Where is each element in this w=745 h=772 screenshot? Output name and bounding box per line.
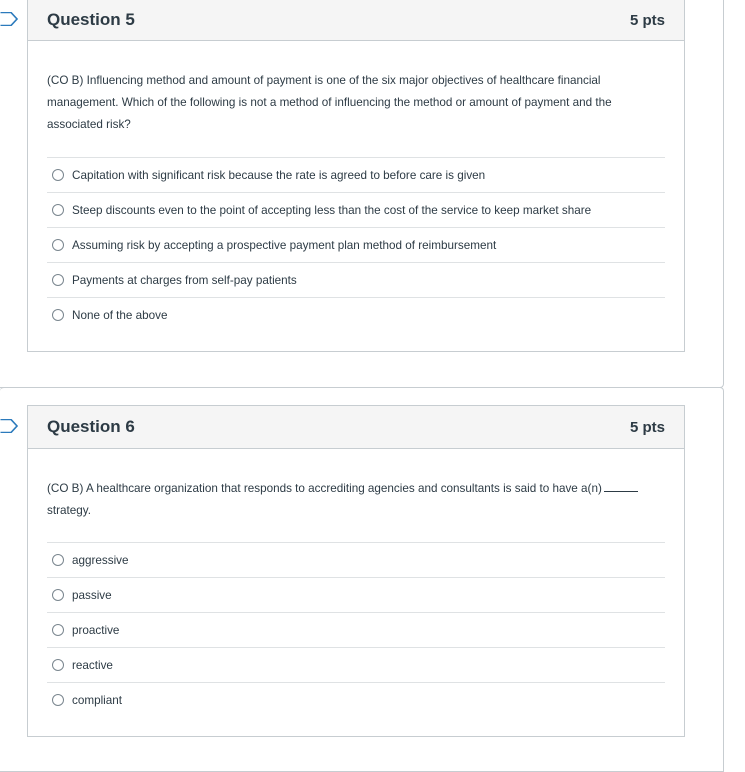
question-5 — [27, 0, 685, 352]
answer-label[interactable]: proactive — [72, 623, 120, 637]
question-title: Question 5 — [47, 10, 135, 29]
answer-option[interactable] — [47, 682, 665, 717]
question-text: (CO B) Influencing method and amount of payment is one of the six major objectives of healthcare financial management. Which of the following is not a method of influencing the method or amount of payment and the associated risk? — [47, 74, 612, 131]
answer-label[interactable]: Capitation with significant risk because the rate is agreed to before care is given — [72, 168, 486, 182]
radio-button[interactable] — [52, 274, 64, 286]
question-points: 5 pts — [629, 418, 665, 436]
fill-in-blank — [604, 482, 638, 492]
radio-button[interactable] — [52, 694, 64, 706]
radio-button[interactable] — [52, 309, 64, 321]
question-header — [28, 0, 684, 41]
answer-label[interactable]: None of the above — [72, 308, 168, 322]
answer-list — [47, 157, 665, 332]
answer-option[interactable] — [47, 157, 665, 192]
question-text — [47, 478, 669, 522]
bookmark-flag-icon[interactable] — [0, 12, 18, 26]
question-text-before: (CO B) A healthcare organization that responds to accrediting agencies and consultants is said to have a(n) — [47, 482, 602, 495]
question-6 — [27, 405, 685, 737]
answer-label[interactable]: reactive — [72, 658, 113, 672]
radio-button[interactable] — [52, 239, 64, 251]
question-points: 5 pts — [629, 11, 665, 29]
answer-list — [47, 542, 665, 717]
answer-label[interactable]: Assuming risk by accepting a prospective payment plan method of reimbursement — [72, 238, 497, 252]
radio-button[interactable] — [52, 659, 64, 671]
answer-label[interactable]: compliant — [72, 693, 123, 707]
radio-button[interactable] — [52, 554, 64, 566]
answer-option[interactable] — [47, 577, 665, 612]
radio-button[interactable] — [52, 589, 64, 601]
answer-option[interactable] — [47, 192, 665, 227]
question-title: Question 6 — [47, 417, 135, 436]
radio-button[interactable] — [52, 204, 64, 216]
answer-option[interactable] — [47, 297, 665, 332]
answer-label[interactable]: passive — [72, 588, 112, 602]
bookmark-flag-icon[interactable] — [0, 419, 18, 433]
answer-label[interactable]: aggressive — [72, 553, 129, 567]
answer-option[interactable] — [47, 542, 665, 577]
question-header — [28, 406, 684, 449]
radio-button[interactable] — [52, 624, 64, 636]
radio-button[interactable] — [52, 169, 64, 181]
answer-label[interactable]: Steep discounts even to the point of accepting less than the cost of the service to keep market share — [72, 203, 592, 217]
answer-option[interactable] — [47, 227, 665, 262]
answer-label[interactable]: Payments at charges from self-pay patients — [72, 273, 297, 287]
answer-option[interactable] — [47, 612, 665, 647]
question-text-after: strategy. — [47, 504, 91, 517]
answer-option[interactable] — [47, 647, 665, 682]
answer-option[interactable] — [47, 262, 665, 297]
